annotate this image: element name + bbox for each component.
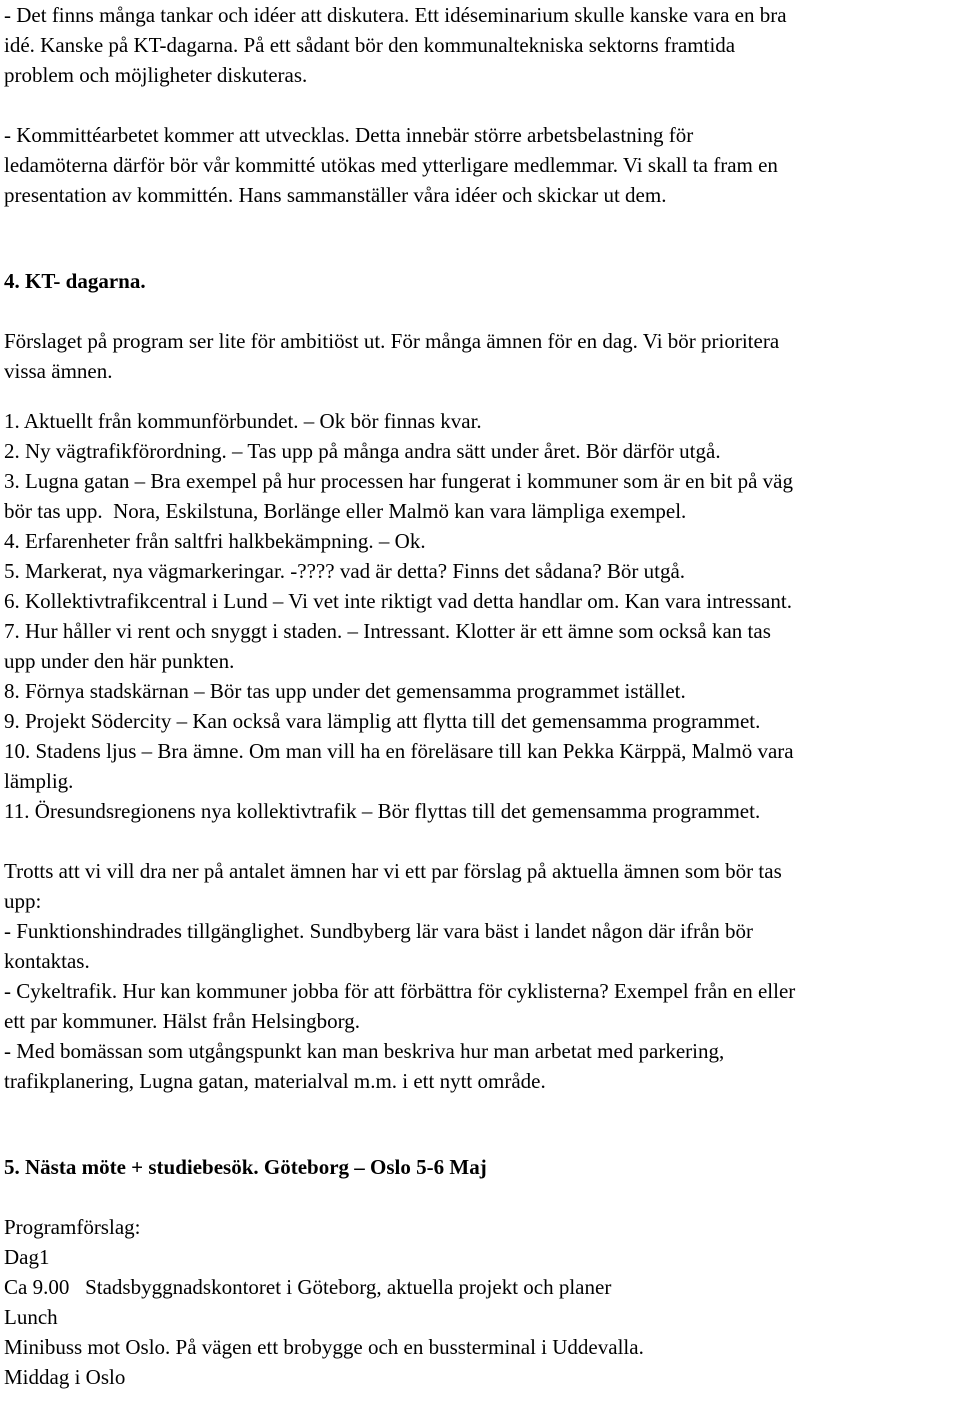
text-line: Trotts att vi vill dra ner på antalet ämnen har vi ett par förslag på aktuella ämnen som bör tas: [4, 859, 782, 883]
section-4-topic-list: [4, 406, 956, 826]
section-5-program: [4, 1212, 956, 1392]
list-item: 11. Öresundsregionens nya kollektivtrafik – Bör flyttas till det gemensamma programmet.: [4, 799, 761, 823]
list-item: 10. Stadens ljus – Bra ämne. Om man vill ha en föreläsare till kan Pekka Kärppä, Malmö vara: [4, 739, 794, 763]
text-line: trafikplanering, Lugna gatan, materialval m.m. i ett nytt område.: [4, 1069, 546, 1093]
text-line: vissa ämnen.: [4, 359, 113, 383]
text-line: - Med bomässan som utgångspunkt kan man beskriva hur man arbetat med parkering,: [4, 1039, 725, 1063]
text-line: idé. Kanske på KT-dagarna. På ett sådant bör den kommunaltekniska sektorns framtida: [4, 33, 736, 57]
text-line: - Cykeltrafik. Hur kan kommuner jobba för att förbättra för cyklisterna? Exempel från en eller: [4, 979, 796, 1003]
text-line: ett par kommuner. Hälst från Helsingborg.: [4, 1009, 360, 1033]
list-item: 8. Förnya stadskärnan – Bör tas upp under det gemensamma programmet istället.: [4, 679, 686, 703]
section-4-heading: 4. KT- dagarna.: [4, 269, 146, 293]
text-line: presentation av kommittén. Hans sammanställer våra idéer och skickar ut dem.: [4, 183, 667, 207]
text-line: Programförslag:: [4, 1215, 141, 1239]
text-line: - Funktionshindrades tillgänglighet. Sundbyberg lär vara bäst i landet någon där ifrån bör: [4, 919, 754, 943]
section-5-heading: 5. Nästa möte + studiebesök. Göteborg – Oslo 5-6 Maj: [4, 1155, 487, 1179]
section-4-extra-suggestions: [4, 856, 956, 1096]
list-item: 3. Lugna gatan – Bra exempel på hur processen har fungerat i kommuner som är en bit på väg: [4, 469, 793, 493]
text-line: Minibuss mot Oslo. På vägen ett brobygge och en bussterminal i Uddevalla.: [4, 1335, 644, 1359]
list-item: 5. Markerat, nya vägmarkeringar. -???? vad är detta? Finns det sådana? Bör utgå.: [4, 559, 686, 583]
text-line: ledamöterna därför bör vår kommitté utökas med ytterligare medlemmar. Vi skall ta fram en: [4, 153, 778, 177]
text-line: kontaktas.: [4, 949, 90, 973]
list-item: lämplig.: [4, 769, 74, 793]
list-item: upp under den här punkten.: [4, 649, 235, 673]
list-item: 9. Projekt Södercity – Kan också vara lämplig att flytta till det gemensamma programmet.: [4, 709, 761, 733]
text-line: Lunch: [4, 1305, 58, 1329]
intro-paragraph-2: [4, 120, 956, 210]
list-item: 7. Hur håller vi rent och snyggt i staden. – Intressant. Klotter är ett ämne som också kan tas: [4, 619, 771, 643]
section-4-intro: [4, 326, 956, 386]
intro-paragraph-1: [4, 0, 956, 90]
text-line: Dag1: [4, 1245, 50, 1269]
text-line: problem och möjligheter diskuteras.: [4, 63, 308, 87]
list-item: bör tas upp. Nora, Eskilstuna, Borlänge eller Malmö kan vara lämpliga exempel.: [4, 499, 687, 523]
text-line: Middag i Oslo: [4, 1365, 126, 1389]
list-item: 4. Erfarenheter från saltfri halkbekämpning. – Ok.: [4, 529, 426, 553]
text-line: Ca 9.00 Stadsbyggnadskontoret i Göteborg, aktuella projekt och planer: [4, 1275, 612, 1299]
list-item: 2. Ny vägtrafikförordning. – Tas upp på många andra sätt under året. Bör därför utgå.: [4, 439, 721, 463]
text-line: Förslaget på program ser lite för ambitiöst ut. För många ämnen för en dag. Vi bör prioritera: [4, 329, 780, 353]
text-line: - Det finns många tankar och idéer att diskutera. Ett idéseminarium skulle kanske vara en bra: [4, 3, 787, 27]
list-item: 1. Aktuellt från kommunförbundet. – Ok bör finnas kvar.: [4, 409, 482, 433]
list-item: 6. Kollektivtrafikcentral i Lund – Vi vet inte riktigt vad detta handlar om. Kan vara intressant.: [4, 589, 792, 613]
document-page: [4, 0, 956, 1392]
text-line: upp:: [4, 889, 42, 913]
text-line: - Kommittéarbetet kommer att utvecklas. Detta innebär större arbetsbelastning för: [4, 123, 694, 147]
